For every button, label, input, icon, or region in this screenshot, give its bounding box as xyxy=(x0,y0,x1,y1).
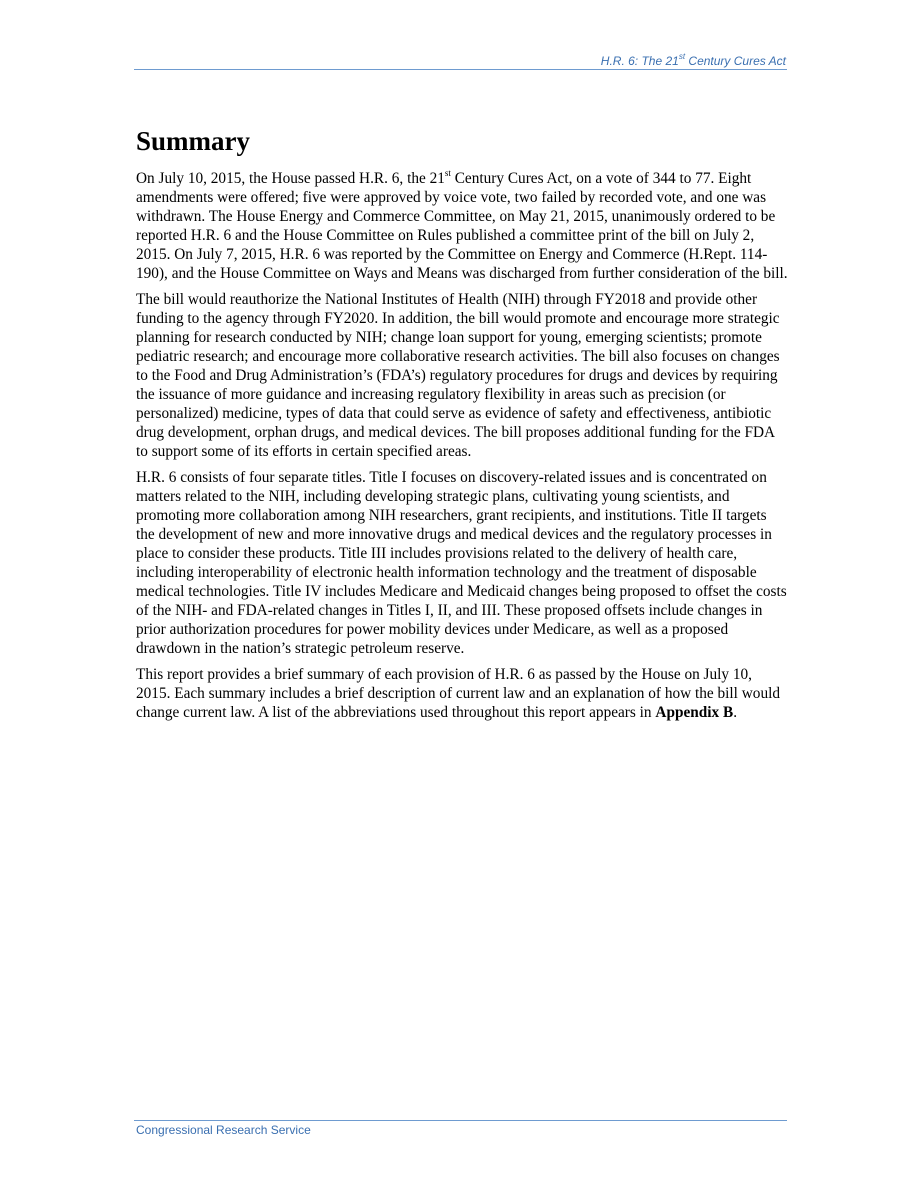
paragraph-1-superscript: st xyxy=(444,167,451,178)
page-title: Summary xyxy=(136,126,250,156)
summary-body xyxy=(136,169,788,729)
running-header-superscript: st xyxy=(678,52,686,61)
paragraph-1-end: Century Cures Act, on a vote of 344 to 77. Eight amendments were offered; five were approved by voice vote, two failed by recorded vote, and one was withdrawn. The House Energy and Commerce Committee, on May 21, 2015, unanimously ordered to be reported H.R. 6 and the House Committee on Rules published a committee print of the bill on July 2, 2015. On July 7, 2015, H.R. 6 was reported by the Committee on Energy and Commerce (H.Rept. 114-190), and the House Committee on Ways and Means was discharged from further consideration of the bill. xyxy=(136,170,788,282)
paragraph-1 xyxy=(136,169,788,283)
paragraph-4 xyxy=(136,665,788,722)
running-header-text-start: H.R. 6: The 21 xyxy=(600,54,679,68)
footer-divider xyxy=(134,1120,787,1121)
running-header-text-end: Century Cures Act xyxy=(685,54,786,68)
paragraph-2: The bill would reauthorize the National Institutes of Health (NIH) through FY2018 and provide other funding to the agency through FY2020. In addition, the bill would promote and encourage more strategic planning for research conducted by NIH; change loan support for young, emerging scientists; promote pediatric research; and encourage more collaborative research activities. The bill also focuses on changes to the Food and Drug Administration’s (FDA’s) regulatory procedures for drugs and devices by requiring the issuance of more guidance and increasing regulatory flexibility in areas such as precision (or personalized) medicine, types of data that could serve as evidence of safety and effectiveness, antibiotic drug development, orphan drugs, and medical devices. The bill proposes additional funding for the FDA to support some of its efforts in certain specified areas. xyxy=(136,291,780,460)
paragraph-4-end: . xyxy=(733,704,738,721)
paragraph-3: H.R. 6 consists of four separate titles. Title I focuses on discovery-related issues and is concentrated on matters related to the NIH, including developing strategic plans, cultivating young scientists, and promoting more collaboration among NIH researchers, grant recipients, and institutions. Title II targets the development of new and more innovative drugs and medical devices and the regulatory processes in place to consider these products. Title III includes provisions related to the delivery of health care, including interoperability of electronic health information technology and the treatment of disposable medical technologies. Title IV includes Medicare and Medicaid changes being proposed to offset the costs of the NIH- and FDA-related changes in Titles I, II, and III. These proposed offsets include changes in prior authorization procedures for power mobility devices under Medicare, as well as a proposed drawdown in the nation’s strategic petroleum reserve. xyxy=(136,469,787,657)
paragraph-4-start: This report provides a brief summary of each provision of H.R. 6 as passed by the House on July 10, 2015. Each summary includes a brief description of current law and an explanation of how the bill would change current law. A list of the abbreviations used throughout this report appears in xyxy=(136,666,780,721)
header-divider xyxy=(134,69,787,70)
running-header xyxy=(136,54,786,68)
footer-text: Congressional Research Service xyxy=(136,1123,311,1137)
paragraph-1-start: On July 10, 2015, the House passed H.R. 6, the 21 xyxy=(136,170,445,187)
appendix-b-reference[interactable]: Appendix B xyxy=(655,704,734,721)
